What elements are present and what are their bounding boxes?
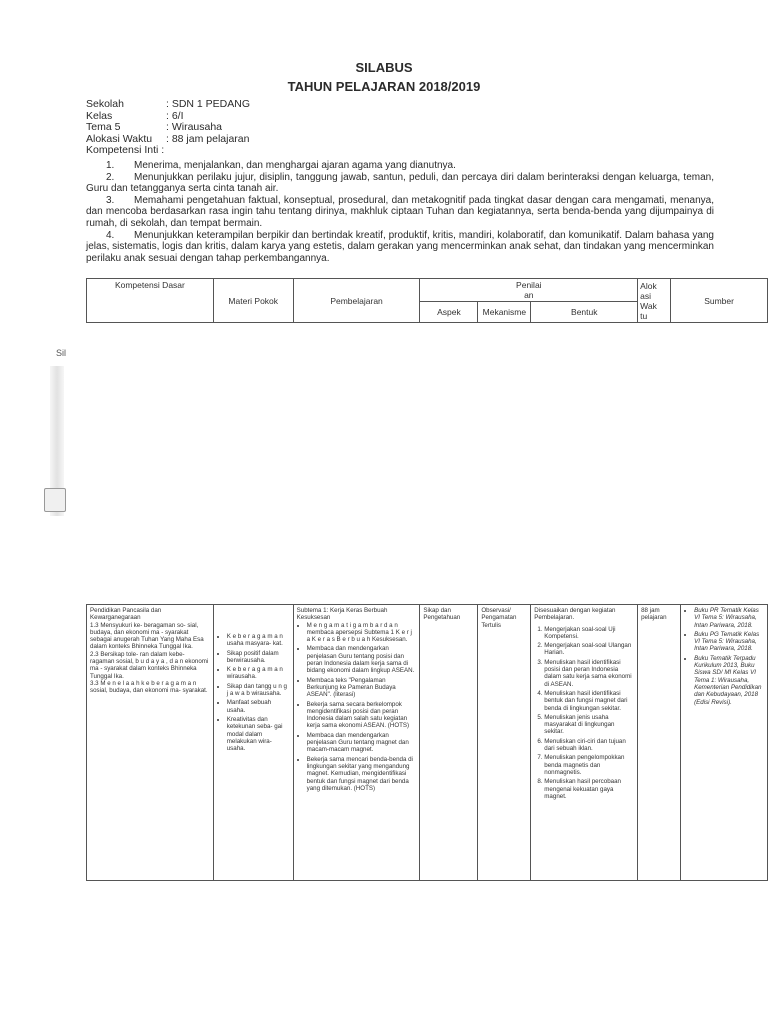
kd-subject: Pendidikan Pancasila dan Kewarganegaraan [90, 607, 162, 622]
header-kompetensi-dasar: Kompetensi Dasar [87, 279, 214, 323]
meta-label: Sekolah [86, 98, 124, 110]
bentuk-item: 3. Menuliskan hasil identifikasi posisi dan peran Indonesia dalam satu kerja sama ekonomi di ASEAN. [544, 659, 634, 688]
materi-item: • Manfaat sebuah usaha. [227, 699, 290, 714]
materi-item: • K e b e r a g a m a n usaha masyara- kat. [227, 633, 290, 648]
kompetensi-inti-item: 3. Memahami pengetahuan faktual, konseptual, prosedural, dan metakognitif pada tingkat dasar dengan cara mengamati, menanya, dan mencoba berdasarkan rasa ingin tahu tentang dirinya, makhluk ciptaan Tuhan dan kegiatannya, serta benda-benda yang dijumpainya di rumah, di sekolah, dan tempat bermain. [86, 194, 714, 229]
meta-label: Alokasi Waktu [86, 132, 153, 145]
meta-info [86, 99, 250, 157]
sumber-item: • Buku PG Tematik Kelas VI Tema 5: Wirausaha, Intan Pariwara, 2018. [694, 631, 764, 653]
pembelajaran-item: • Membaca dan mendengarkan penjelasan Guru tentang posisi dan peran Indonesia dalam kerja sama di bidang ekonomi dalam lingkup ASEAN. [307, 645, 417, 674]
syllabus-body-table [86, 604, 768, 881]
meta-label: Tema 5 [86, 121, 121, 134]
cell-materi-pokok [213, 605, 293, 881]
meta-label: Kompetensi Inti [86, 144, 159, 157]
scrollbar-thumb[interactable] [44, 488, 66, 512]
meta-value: : SDN 1 PEDANG [166, 98, 251, 110]
pembelajaran-item: • M e n g a m a t i g a m b a r d a n membaca apersepsi Subtema 1 K e r j a K e r a s B e r b u a h Kesuksesan. [307, 622, 417, 644]
header-bentuk: Bentuk [531, 302, 638, 323]
bentuk-item: 2. Mengerjakan soal-soal Ulangan Harian. [544, 642, 634, 657]
header-pembelajaran: Pembelajaran [293, 279, 420, 323]
kompetensi-inti-item: 1. Menerima, menjalankan, dan menghargai ajaran agama yang dianutnya. [106, 160, 456, 171]
cell-bentuk [531, 605, 638, 881]
cell-aspek: Sikap dan Pengetahuan [420, 605, 478, 881]
cell-alokasi-waktu: 88 jam pelajaran [638, 605, 681, 881]
sidebar-label: Sil [56, 348, 67, 358]
cell-kompetensi-dasar [87, 605, 214, 881]
meta-value: : Wirausaha [166, 121, 223, 134]
cell-mekanisme: Observasi/ Pengamatan Tertulis [478, 605, 531, 881]
materi-item: • Sikap positif dalam berwirausaha. [227, 650, 290, 665]
meta-value: : [161, 144, 165, 157]
header-mekanisme: Mekanisme [478, 302, 531, 323]
bentuk-intro: Disesuaikan dengan kegiatan Pembelajaran. [534, 607, 616, 622]
header-alokasi-waktu: Alok asi Wak tu [638, 279, 671, 323]
meta-row [86, 99, 250, 111]
bentuk-item: 1. Mengerjakan soal-soal Uji Kompetensi. [544, 626, 634, 641]
kd-item: 1.3 Mensyukuri ke- beragaman so- sial, budaya, dan ekonomi ma - syarakat sebagai anugerah Tuhan Yang Maha Esa dalam konteks Bhinneka Tunggal Ika. [90, 621, 204, 651]
cell-sumber [681, 605, 768, 881]
materi-item: • Sikap dan tangg u n g j a w a b wirausaha. [227, 683, 290, 698]
document-title: SILABUS [355, 60, 413, 75]
cell-pembelajaran [293, 605, 420, 881]
meta-label: Kelas [86, 109, 113, 122]
header-materi-pokok: Materi Pokok [213, 279, 293, 323]
bentuk-item: 8. Menuliskan hasil percobaan mengenai kekuatan gaya magnet. [544, 778, 634, 800]
pembelajaran-item: • Bekerja sama secara berkelompok mengidentifikasi posisi dan peran Indonesia dalam salah satu kegiatan kerja sama ekonomi ASEAN. (HOTS) [307, 701, 417, 730]
bentuk-item: 6. Menuliskan ciri-ciri dan tujuan dari sebuah iklan. [544, 738, 634, 753]
kd-item: 2.3 Bersikap tole- ran dalam kebe- ragaman sosial, b u d a y a , d a n ekonomi ma - syarakat dalam konteks Bhinneka Tunggal Ika. [90, 650, 209, 680]
kompetensi-inti-list [86, 160, 714, 264]
document-subtitle: TAHUN PELAJARAN 2018/2019 [287, 79, 481, 94]
kompetensi-inti-item: 2. Menunjukkan perilaku jujur, disiplin, tanggung jawab, santun, peduli, dan percaya diri dalam berinteraksi dengan keluarga, teman, Guru dan tetangganya serta cinta tanah air. [86, 171, 714, 195]
pembelajaran-item: • Membaca dan mendengarkan penjelasan Guru tentang magnet dan macam-macam magnet. [307, 732, 417, 754]
header-aspek: Aspek [420, 302, 478, 323]
pembelajaran-item: • Bekerja sama mencari benda-benda di lingkungan sekitar yang mengandung magnet. Kemudian, mengidentifikasi bentuk dan fungsi magnet dari benda yang ditemukan. (HOTS) [307, 756, 417, 792]
syllabus-header-table [86, 278, 768, 323]
meta-value: : 88 jam pelajaran [166, 132, 250, 145]
materi-item: • K e b e r a g a m a n wirausaha. [227, 666, 290, 681]
meta-value: : 6/I [166, 109, 184, 122]
sumber-item: • Buku Tematik Terpadu Kurikulum 2013, Buku Siswa SD/ MI Kelas VI Tema 1: Wirausaha, Kementerian Pendidikan dan Kebudayaan, 2018 (Edisi Revisi). [694, 655, 764, 706]
header-sumber: Sumber [671, 279, 768, 323]
pembelajaran-item: • Membaca teks "Pengalaman Berkunjung ke Pameran Budaya ASEAN". (literasi) [307, 677, 417, 699]
bentuk-item: 4. Menuliskan hasil identifikasi bentuk dan fungsi magnet dari benda di lingkungan sekitar. [544, 690, 634, 712]
bentuk-item: 7. Menuliskan pengelompokkan benda magnetis dan nonmagnetis. [544, 754, 634, 776]
kompetensi-inti-item: 4. Menunjukkan keterampilan berpikir dan bertindak kreatif, produktif, kritis, mandiri, kolaboratif, dan komunikatif. Dalam bahasa yang jelas, sistematis, logis dan kritis, dalam karya yang estetis, dalam gerakan yang mencerminkan anak sehat, dan tindakan yang mencerminkan perilaku anak sesuai dengan tahap perkembangannya. [86, 229, 714, 264]
sumber-item: • Buku PR Tematik Kelas VI Tema 5: Wirausaha, Intan Pariwara, 2018. [694, 607, 764, 629]
materi-item: • Kreativitas dan ketekunan seba- gai modal dalam melakukan wira- usaha. [227, 716, 290, 752]
side-scrollbar[interactable] [44, 348, 66, 513]
bentuk-item: 5. Menuliskan jenis usaha masyarakat di lingkungan sekitar. [544, 714, 634, 736]
kd-item: 3.3 M e n e l a a h k e b e r a g a m a n sosial, budaya, dan ekonomi ma- syarakat. [90, 679, 208, 695]
pembelajaran-subtema: Subtema 1: Kerja Keras Berbuah Kesuksesan [296, 607, 388, 622]
meta-row [86, 145, 250, 157]
header-penilaian: Penilai an [420, 279, 638, 302]
